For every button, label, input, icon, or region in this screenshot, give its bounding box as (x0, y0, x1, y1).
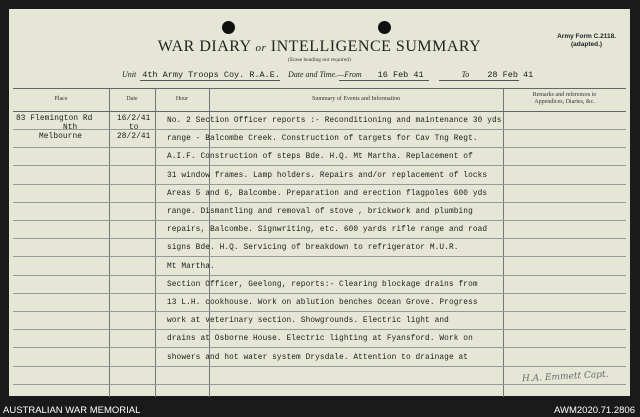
to-label: To (461, 70, 470, 79)
row-rule (13, 329, 626, 330)
punch-hole-left (222, 21, 235, 34)
place-line: Nth (63, 124, 78, 132)
unit-value: 4th Army Troops Coy. R.A.E. (142, 70, 280, 80)
summary-line: Mt Martha. (167, 262, 215, 271)
to-underline (439, 80, 519, 81)
column-divider (109, 89, 110, 397)
title-war-diary: WAR DIARY (157, 38, 252, 55)
remarks-header-line: Remarks and references to (532, 92, 597, 98)
form-number: Army Form C.2118. (557, 33, 616, 40)
column-header-remarks (503, 92, 626, 106)
column-divider (503, 89, 504, 397)
title-or: or (255, 42, 267, 54)
place-line: Melbourne (39, 133, 83, 141)
column-header-date: Date (126, 96, 138, 102)
row-rule (13, 384, 626, 385)
row-rule (13, 347, 626, 348)
date-line: to (129, 124, 139, 132)
column-divider (155, 89, 156, 397)
summary-line: signs Bde. H.Q. Servicing of breakdown to refrigerator M.U.R. (167, 244, 459, 253)
date-line: 16/2/41 (117, 115, 151, 123)
punch-hole-right (378, 21, 391, 34)
row-rule (13, 275, 626, 276)
page-title (9, 38, 630, 56)
row-rule (13, 311, 626, 312)
summary-line: drains at Osborne House. Electric lighting at Fyansford. Work on (167, 335, 473, 344)
row-rule (13, 238, 626, 239)
summary-line: Areas 5 and 6, Balcombe. Preparation and erection flagpoles 600 yds (167, 189, 488, 198)
summary-line: 13 L.H. cookhouse. Work on ablution benches Ocean Grove. Progress (167, 299, 478, 307)
row-rule (13, 220, 626, 221)
date-line: 28/2/41 (117, 133, 151, 141)
summary-line: Section Officer, Geelong, reports:- Clearing blockage drains from (167, 280, 478, 289)
summary-line: range. Dismantling and removal of stove , brickwork and plumbing (167, 208, 473, 216)
place-line: 83 Flemington Rd (16, 115, 93, 123)
row-rule (13, 147, 626, 148)
summary-line: showers and hot water system Drysdale. Attention to drainage at (167, 353, 469, 362)
summary-line: A.I.F. Construction of steps Bde. H.Q. Mt Martha. Replacement of (167, 153, 473, 162)
header-rule (13, 111, 626, 112)
date-label: Date and Time.—From (287, 70, 362, 79)
form-adapted: (adapted.) (571, 41, 603, 48)
caption-left: AUSTRALIAN WAR MEMORIAL (3, 405, 141, 416)
row-rule (13, 184, 626, 185)
row-rule (13, 202, 626, 203)
from-underline (339, 80, 429, 81)
summary-line: No. 2 Section Officer reports :- Reconditioning and maintenance 30 yds (167, 117, 502, 125)
title-intelligence-summary: INTELLIGENCE SUMMARY (270, 38, 482, 55)
row-rule (13, 165, 626, 166)
column-header-hour: Hour (175, 96, 189, 102)
diary-page (9, 9, 630, 396)
erase-note: (Erase heading not required) (288, 57, 351, 63)
unit-underline (140, 80, 280, 81)
row-rule (13, 129, 626, 130)
from-value: 16 Feb 41 (377, 70, 424, 80)
to-value: 28 Feb 41 (487, 70, 534, 80)
row-rule (13, 366, 626, 367)
column-header-summary: Summary of Events and Information (312, 96, 400, 102)
row-rule (13, 256, 626, 257)
diary-table (13, 88, 626, 397)
signature: H.A. Emmett Capt. (521, 369, 609, 385)
summary-line: range - Balcombe Creek. Construction of targets for Cav Tng Regt. (167, 135, 478, 144)
summary-line: repairs, Balcombe. Signwriting, etc. 600 yards rifle range and road (167, 226, 488, 235)
caption-right: AWM2020.71.2806 (554, 405, 635, 416)
remarks-header-line: Appendices, Diaries, &c. (534, 99, 595, 105)
row-rule (13, 293, 626, 294)
unit-line (122, 70, 533, 80)
unit-label: Unit (122, 70, 137, 79)
summary-line: work at veterinary section. Showgrounds. Electric light and (167, 317, 449, 326)
summary-line: 31 window frames. Lamp holders. Repairs and/or replacement of locks (167, 171, 488, 180)
column-header-place: Place (54, 96, 68, 102)
